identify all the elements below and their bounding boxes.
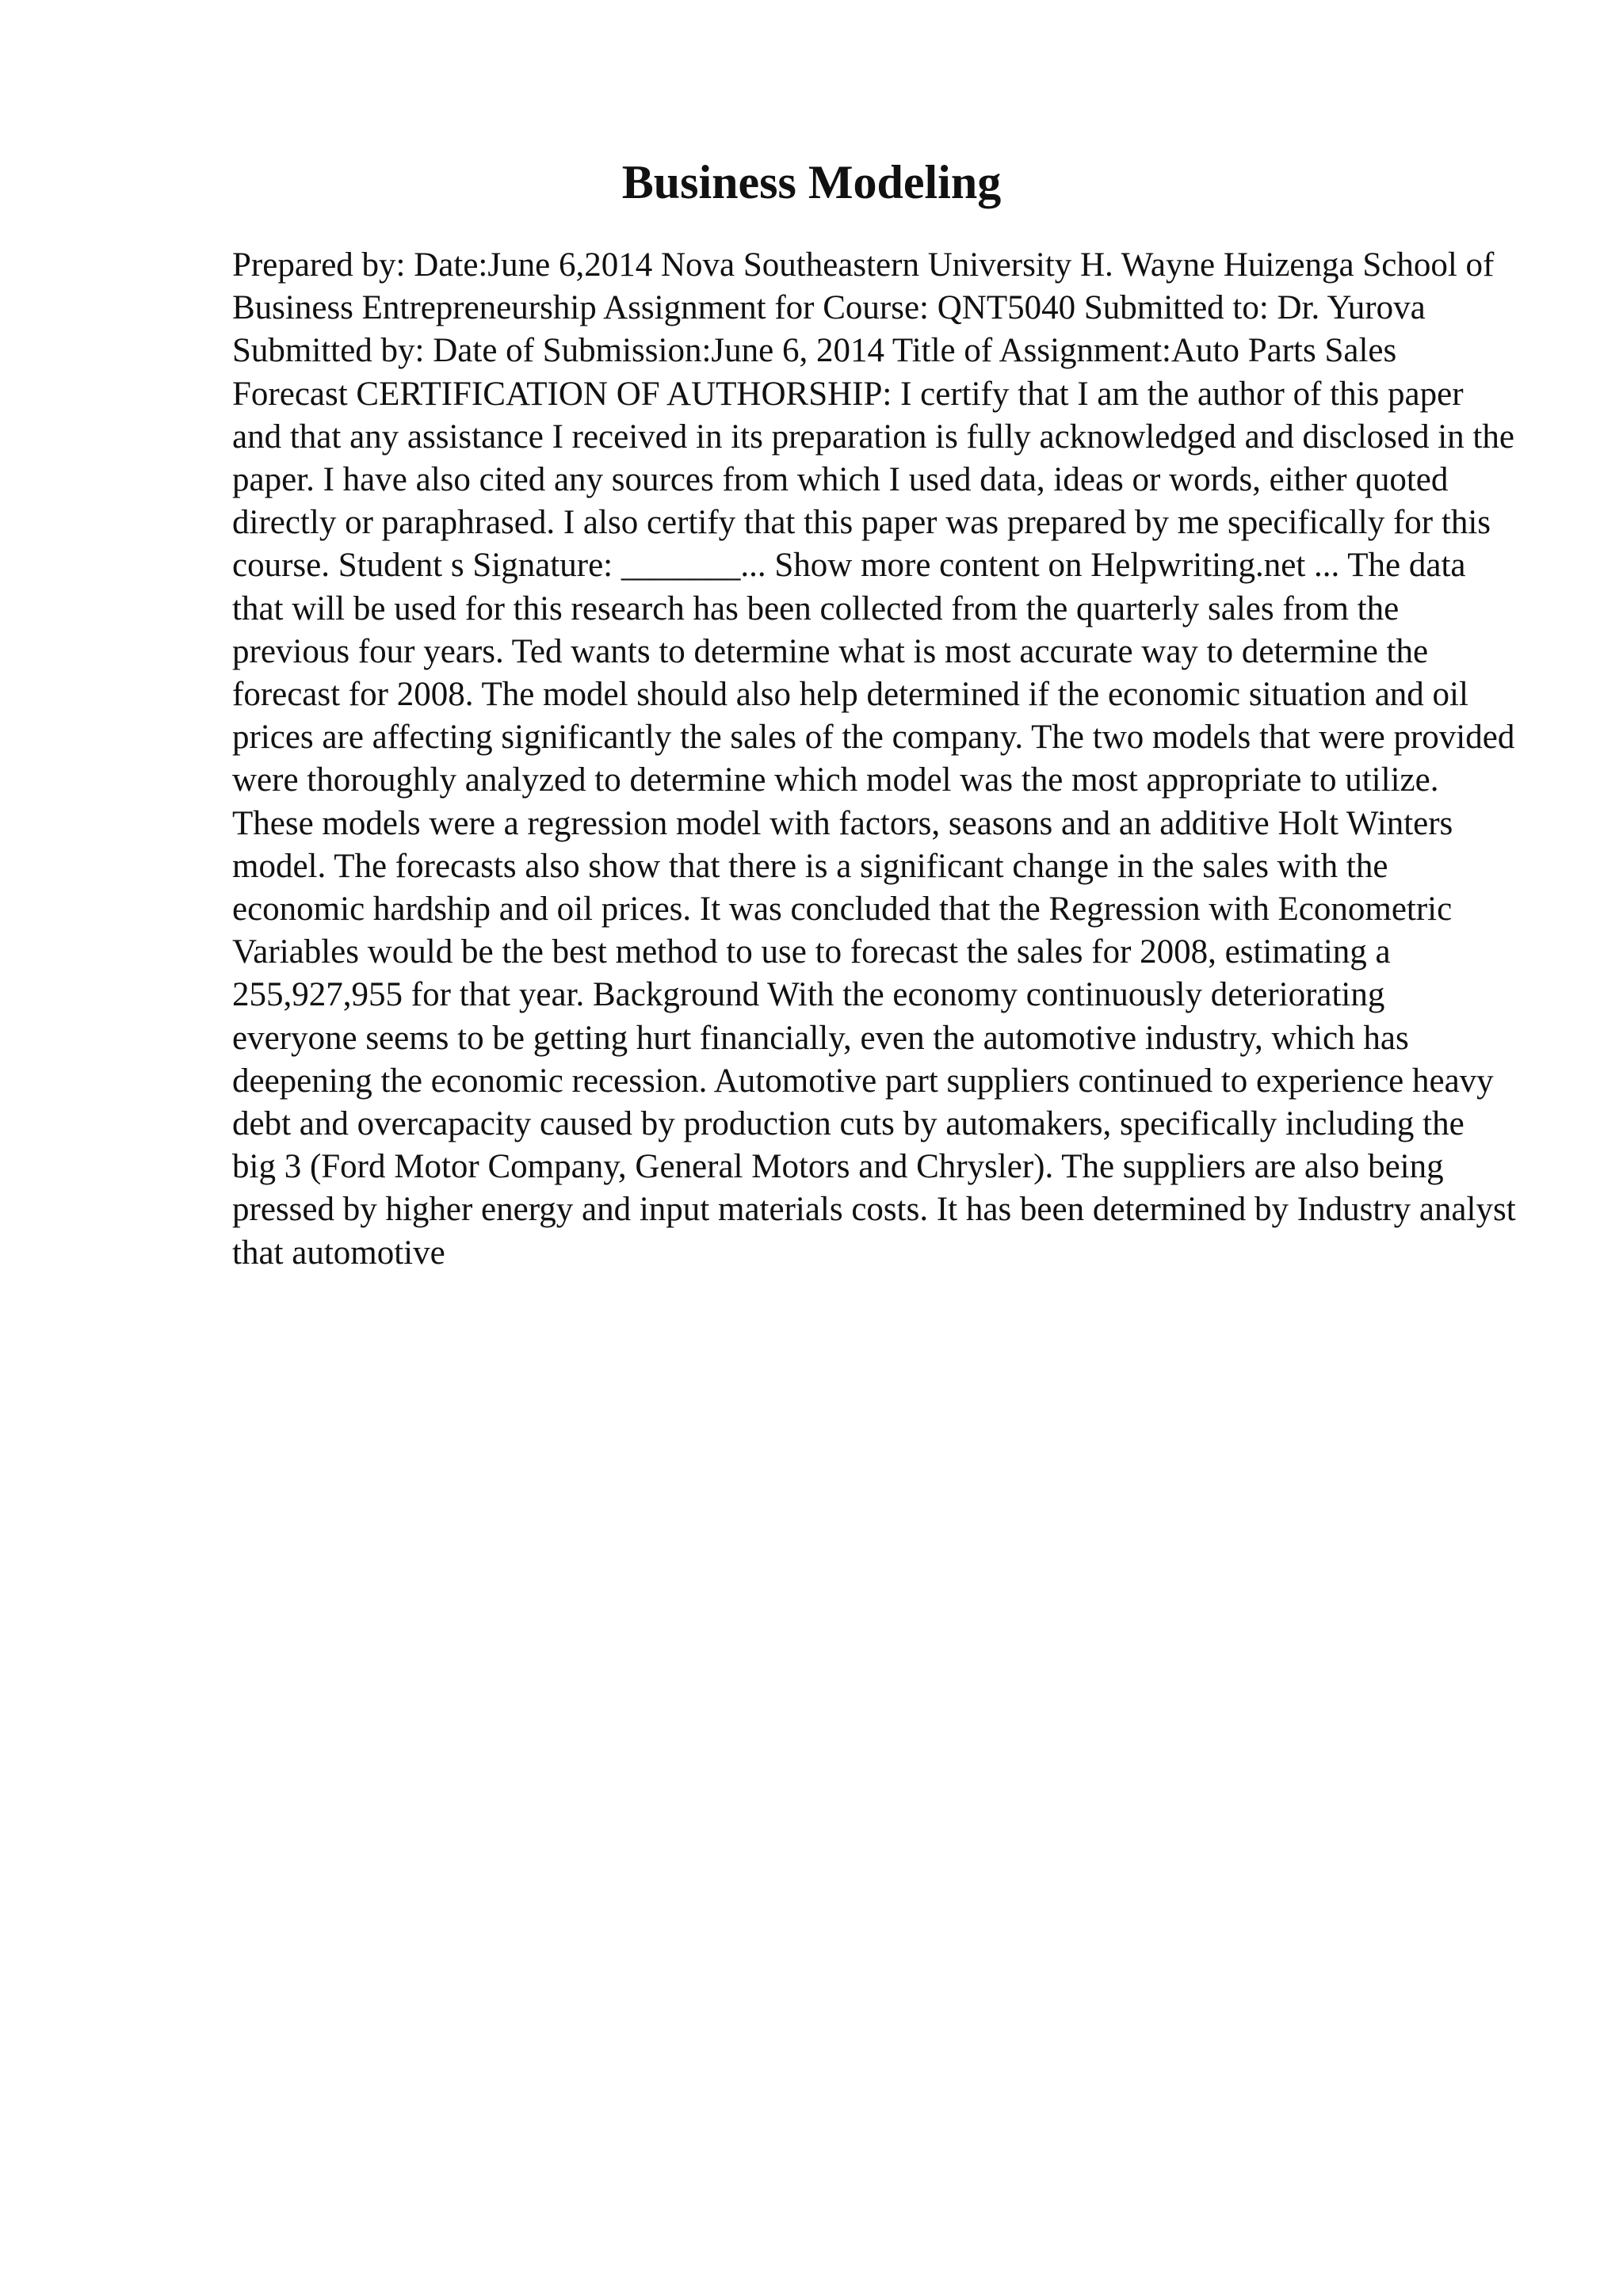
document-title: Business Modeling (621, 156, 1002, 208)
document-body-text: Prepared by: Date:June 6,2014 Nova Southeastern University H. Wayne Huizenga School of Business Entrepreneurship Assignment for Course: QNT5040 Submitted to: Dr. Yurova Submitted by: Date of Submission:June 6, 2014 Title of Assignment:Auto Parts Sales Forecast CERTIFICATION OF AUTHORSHIP: I certify that I am the author of this paper and that any assistance I received in its preparation is fully acknowledged and disclosed in the paper. I have also cited any sources from which I used data, ideas or words, either quoted directly or paraphrased. I also certify that this paper was prepared by me specifically for this course. Student s Signature: _______... Show more content on Helpwriting.net ... The data that will be used for this research has been collected from the quarterly sales from the previous four years. Ted wants to determine what is most accurate way to determine the forecast for 2008. The model should also help determined if the economic situation and oil prices are affecting significantly the sales of the company. The two models that were provided were thoroughly analyzed to determine which model was the most appropriate to utilize. These models were a regression model with factors, seasons and an additive Holt Winters model. The forecasts also show that there is a significant change in the sales with the economic hardship and oil prices. It was concluded that the Regression with Econometric Variables would be the best method to use to forecast the sales for 2008, estimating a 255,927,955 for that year. Background With the economy continuously deteriorating everyone seems to be getting hurt financially, even the automotive industry, which has deepening the economic recession. Automotive part suppliers continued to experience heavy debt and overcapacity caused by production cuts by automakers, specifically including the big 3 (Ford Motor Company, General Motors and Chrysler). The suppliers are also being pressed by higher energy and input materials costs. It has been determined by Industry analyst that automotive (232, 246, 1516, 1272)
